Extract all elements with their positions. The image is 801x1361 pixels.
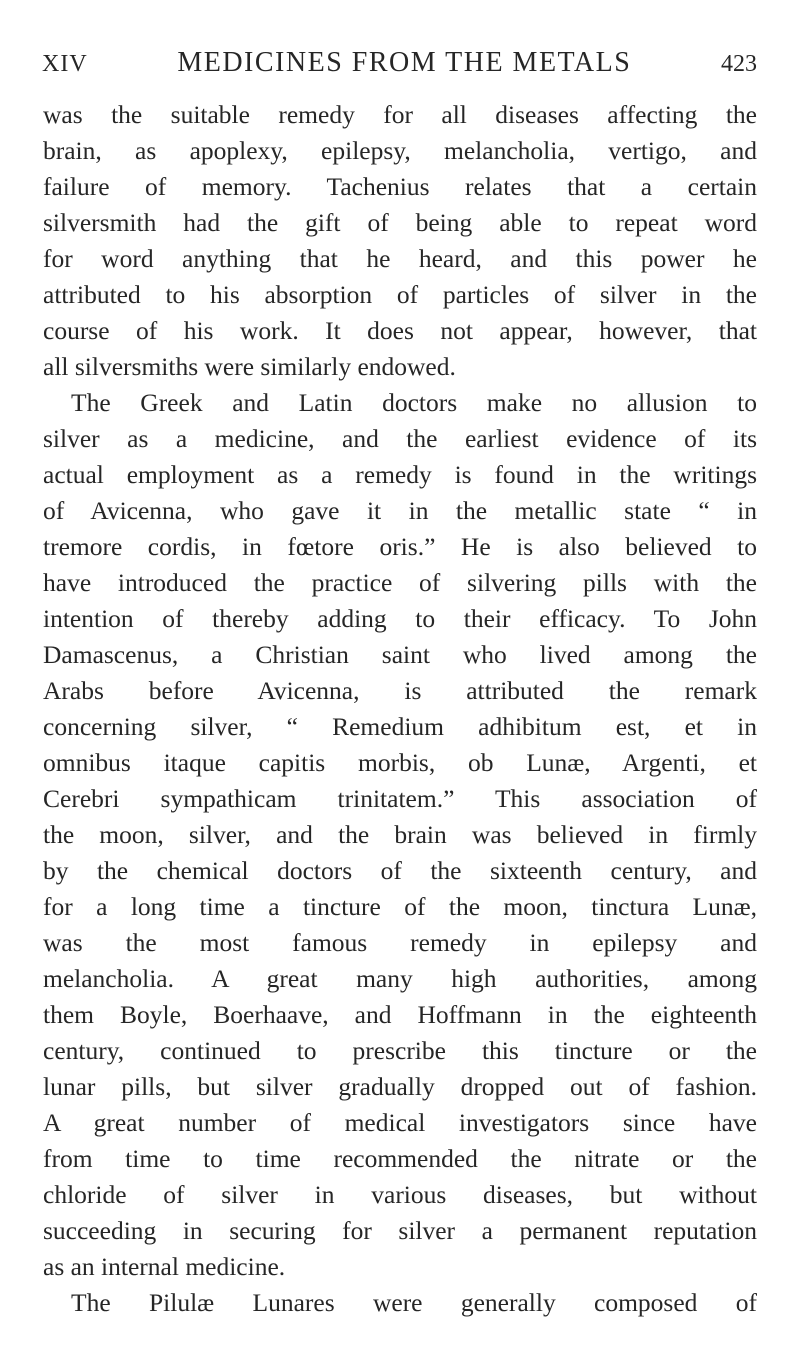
- text-line: intention of thereby adding to their efficacy. To John: [43, 604, 757, 633]
- text-line: Damascenus, a Christian saint who lived among the: [43, 640, 757, 669]
- text-line: for word anything that he heard, and this power he: [43, 244, 757, 273]
- text-line: Cerebri sympathicam trinitatem.” This association of: [43, 784, 757, 813]
- running-header: [42, 47, 757, 87]
- text-line: succeeding in securing for silver a permanent reputation: [43, 1216, 757, 1245]
- text-line: melancholia. A great many high authorities, among: [43, 964, 757, 993]
- page-number: 423: [721, 51, 757, 77]
- text-line: attributed to his absorption of particles of silver in the: [43, 280, 757, 309]
- text-line: course of his work. It does not appear, however, that: [43, 316, 757, 345]
- text-line: century, continued to prescribe this tincture or the: [43, 1036, 757, 1065]
- text-line: Arabs before Avicenna, is attributed the remark: [43, 676, 757, 705]
- text-line: of Avicenna, who gave it in the metallic state “ in: [43, 496, 757, 525]
- text-line: tremore cordis, in fœtore oris.” He is also believed to: [43, 532, 757, 561]
- text-line: actual employment as a remedy is found in the writings: [43, 460, 757, 489]
- text-line: silversmith had the gift of being able to repeat word: [43, 208, 757, 237]
- text-line: was the most famous remedy in epilepsy and: [43, 928, 757, 957]
- paragraph-end-line: all silversmiths were similarly endowed.: [43, 352, 456, 381]
- paragraph-start-line: The Pilulæ Lunares were generally composed of: [71, 1288, 757, 1317]
- text-line: chloride of silver in various diseases, but without: [43, 1180, 757, 1209]
- running-title: MEDICINES FROM THE METALS: [177, 47, 632, 78]
- text-line: by the chemical doctors of the sixteenth century, and: [43, 856, 757, 885]
- text-line: was the suitable remedy for all diseases affecting the: [43, 100, 757, 129]
- text-line: silver as a medicine, and the earliest evidence of its: [43, 424, 757, 453]
- text-line: brain, as apoplexy, epilepsy, melancholia, vertigo, and: [43, 136, 757, 165]
- text-line: for a long time a tincture of the moon, tinctura Lunæ,: [43, 892, 757, 921]
- text-line: A great number of medical investigators since have: [43, 1108, 757, 1137]
- text-line: concerning silver, “ Remedium adhibitum est, et in: [43, 712, 757, 741]
- text-line: omnibus itaque capitis morbis, ob Lunæ, Argenti, et: [43, 748, 757, 777]
- text-line: the moon, silver, and the brain was believed in firmly: [43, 820, 757, 849]
- text-line: them Boyle, Boerhaave, and Hoffmann in the eighteenth: [43, 1000, 757, 1029]
- paragraph-start-line: The Greek and Latin doctors make no allusion to: [71, 388, 757, 417]
- chapter-number: XIV: [42, 51, 88, 77]
- body-text: [43, 97, 757, 1321]
- paragraph-end-line: as an internal medicine.: [43, 1252, 286, 1281]
- text-line: failure of memory. Tachenius relates that a certain: [43, 172, 757, 201]
- text-line: have introduced the practice of silvering pills with the: [43, 568, 757, 597]
- text-line: lunar pills, but silver gradually dropped out of fashion.: [43, 1072, 757, 1101]
- text-line: from time to time recommended the nitrate or the: [43, 1144, 757, 1173]
